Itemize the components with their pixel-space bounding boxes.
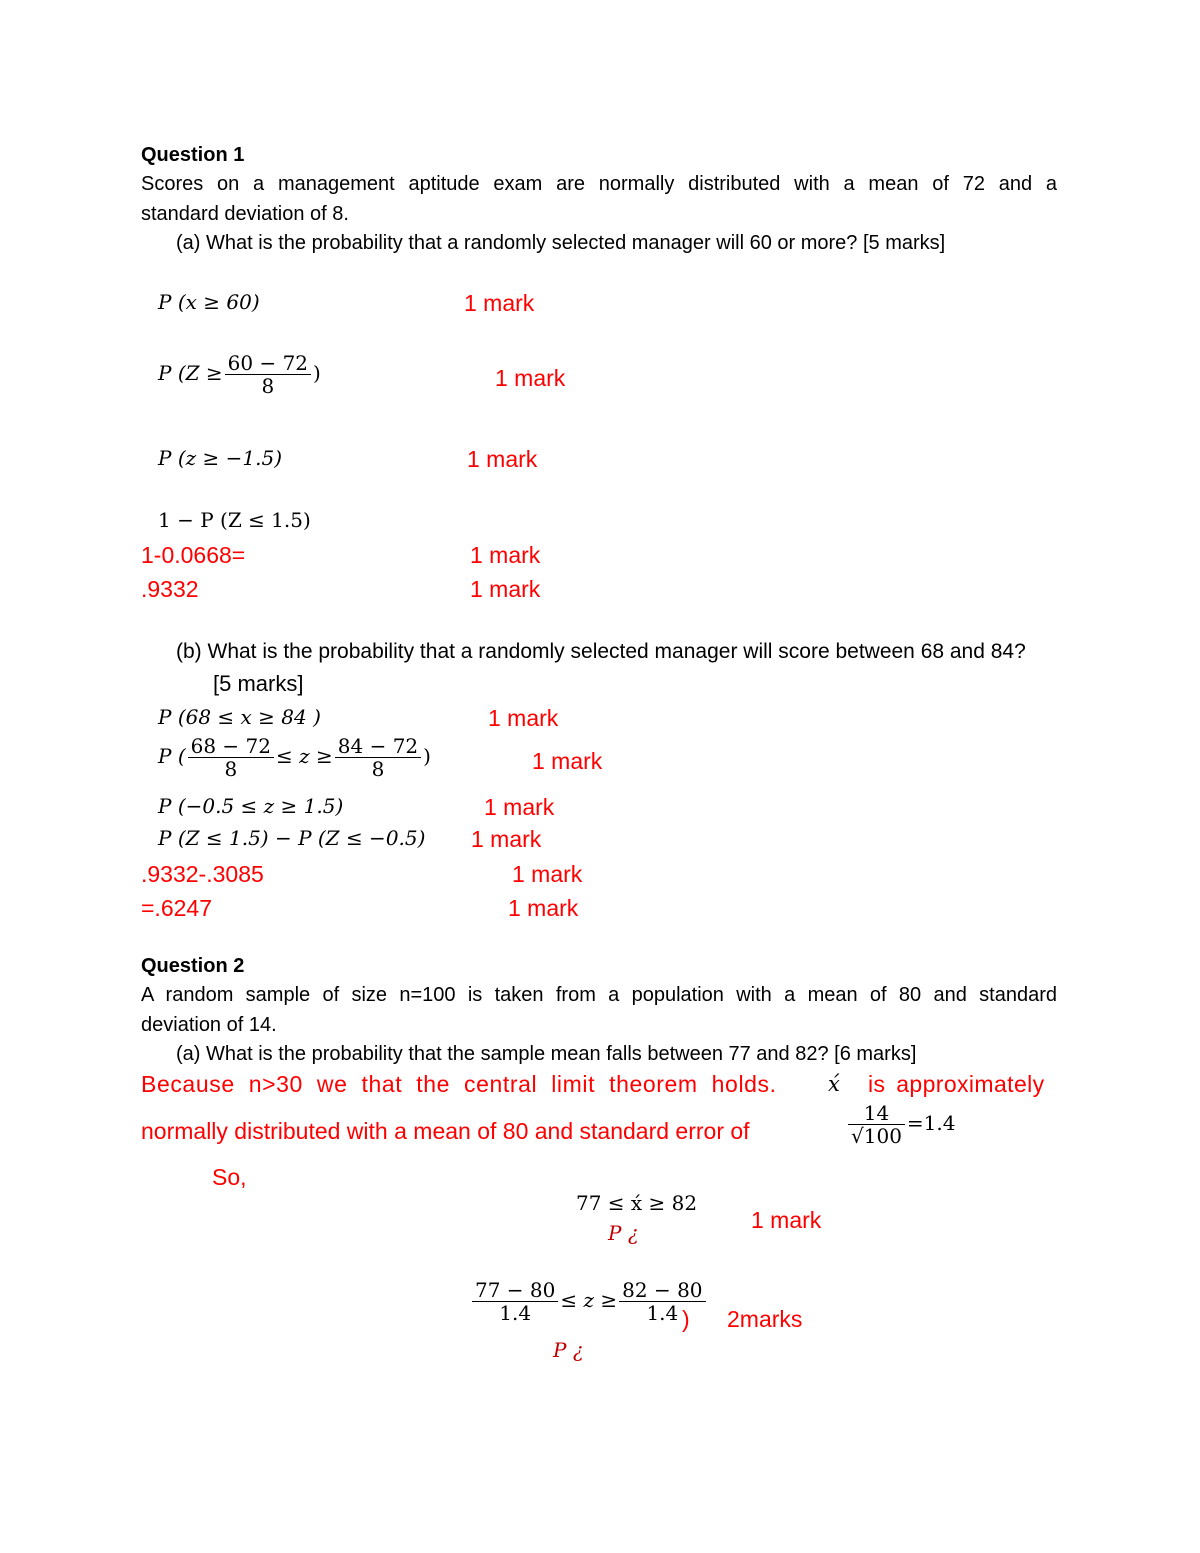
q2-standard-error — [846, 1102, 956, 1147]
fraction-numerator: 84 − 72 — [335, 735, 421, 758]
q1a-step-5: 1-0.0668= — [141, 542, 246, 568]
q1b-step-3: P (−0.5 ≤ z ≥ 1.5) — [158, 794, 344, 818]
q2-xbar-symbol: x́ — [828, 1072, 840, 1096]
question-1-heading: Question 1 — [141, 144, 245, 166]
q2-step-2-fraction-1 — [472, 1279, 558, 1324]
q1a-mark-1: 1 mark — [464, 290, 535, 316]
q1b-mark-3: 1 mark — [484, 794, 555, 820]
fraction-denominator: 1.4 — [499, 1301, 532, 1325]
question-2-heading: Question 2 — [141, 955, 245, 977]
fraction-numerator: 60 − 72 — [225, 352, 311, 375]
fraction-denominator: 8 — [371, 757, 385, 781]
fraction-denominator: 8 — [224, 757, 238, 781]
q1b-step-6: =.6247 — [141, 895, 212, 921]
q2-clt-line-1a: Because n>30 we that the central limit theorem holds. — [141, 1071, 777, 1097]
q1a-step-6: .9332 — [141, 576, 199, 602]
q2-intro-line-2: deviation of 14. — [141, 1014, 277, 1036]
q2-step-2-close: ) — [682, 1306, 690, 1332]
q1b-step-1: P (68 ≤ x ≥ 84 ) — [158, 705, 321, 729]
q1-intro-line-2: standard deviation of 8. — [141, 203, 349, 225]
q1b-mark-5: 1 mark — [512, 861, 583, 887]
q1a-mark-4: 1 mark — [470, 542, 541, 568]
fraction-numerator: 14 — [848, 1102, 905, 1125]
q2-step-1-mark: 1 mark — [751, 1207, 822, 1233]
q1a-step-2-fraction — [225, 352, 311, 397]
q1a-step-2-prefix: P (Z ≥ — [158, 361, 223, 385]
q1a-step-2-suffix: ) — [313, 361, 321, 385]
fraction-denominator: √100 — [851, 1124, 902, 1148]
q1b-step-2-fraction-2 — [335, 735, 421, 780]
q1b-step-2-middle: ≤ z ≥ — [276, 744, 333, 768]
fraction-denominator: 8 — [261, 374, 275, 398]
q2-clt-line-2: normally distributed with a mean of 80 and standard error of — [141, 1118, 750, 1144]
q1a-step-3: P (z ≥ −1.5) — [158, 446, 282, 470]
fraction-numerator: 77 − 80 — [472, 1279, 558, 1302]
q2-step-1-top: 77 ≤ x́ ≥ 82 — [576, 1191, 698, 1215]
q2-clt-line-1b: is approximately — [868, 1071, 1045, 1097]
fraction-numerator: 68 − 72 — [188, 735, 274, 758]
q1a-mark-3: 1 mark — [467, 446, 538, 472]
q1-part-b-question-line-2: [5 marks] — [213, 671, 304, 696]
q2-step-2-middle: ≤ z ≥ — [560, 1288, 618, 1312]
q2-standard-error-fraction — [848, 1102, 905, 1147]
q1b-step-2 — [158, 735, 431, 780]
q1a-step-4: 1 − P (Z ≤ 1.5) — [158, 508, 311, 532]
q2-so: So, — [212, 1164, 247, 1190]
q1-part-a-question: (a) What is the probability that a randomly selected manager will 60 or more? [5 marks] — [176, 232, 946, 254]
q1a-mark-5: 1 mark — [470, 576, 541, 602]
q1b-step-2-prefix: P ( — [158, 744, 186, 768]
q2-intro-line-1: A random sample of size n=100 is taken from a population with a mean of 80 and standard — [141, 984, 1057, 1006]
q1-intro-line-1: Scores on a management aptitude exam are normally distributed with a mean of 72 and a — [141, 173, 1057, 195]
q1b-mark-2: 1 mark — [532, 748, 603, 774]
q1b-mark-6: 1 mark — [508, 895, 579, 921]
q2-step-2-bottom: P ¿ — [553, 1338, 584, 1362]
q2-step-2-mark: 2marks — [727, 1306, 803, 1332]
q1b-step-5: .9332-.3085 — [141, 861, 264, 887]
q1b-mark-1: 1 mark — [488, 705, 559, 731]
q2-step-2 — [470, 1279, 708, 1324]
q2-step-1-bottom: P ¿ — [608, 1221, 639, 1245]
fraction-denominator: 1.4 — [646, 1301, 679, 1325]
q1a-step-2 — [158, 352, 321, 397]
q1b-mark-4: 1 mark — [471, 826, 542, 852]
q1a-step-1: P (x ≥ 60) — [158, 290, 260, 314]
q1-part-b-question-line-1: (b) What is the probability that a randomly selected manager will score between 68 and 84? — [176, 640, 1026, 663]
q2-step-2-fraction-2 — [619, 1279, 705, 1324]
q1b-step-4: P (Z ≤ 1.5) − P (Z ≤ −0.5) — [158, 826, 426, 850]
q2-standard-error-result: =1.4 — [906, 1111, 956, 1135]
fraction-numerator: 82 − 80 — [619, 1279, 705, 1302]
q1b-step-2-suffix: ) — [423, 744, 431, 768]
q2-part-a-question: (a) What is the probability that the sample mean falls between 77 and 82? [6 marks] — [176, 1043, 917, 1065]
q1a-mark-2: 1 mark — [495, 365, 566, 391]
q1b-step-2-fraction-1 — [188, 735, 274, 780]
